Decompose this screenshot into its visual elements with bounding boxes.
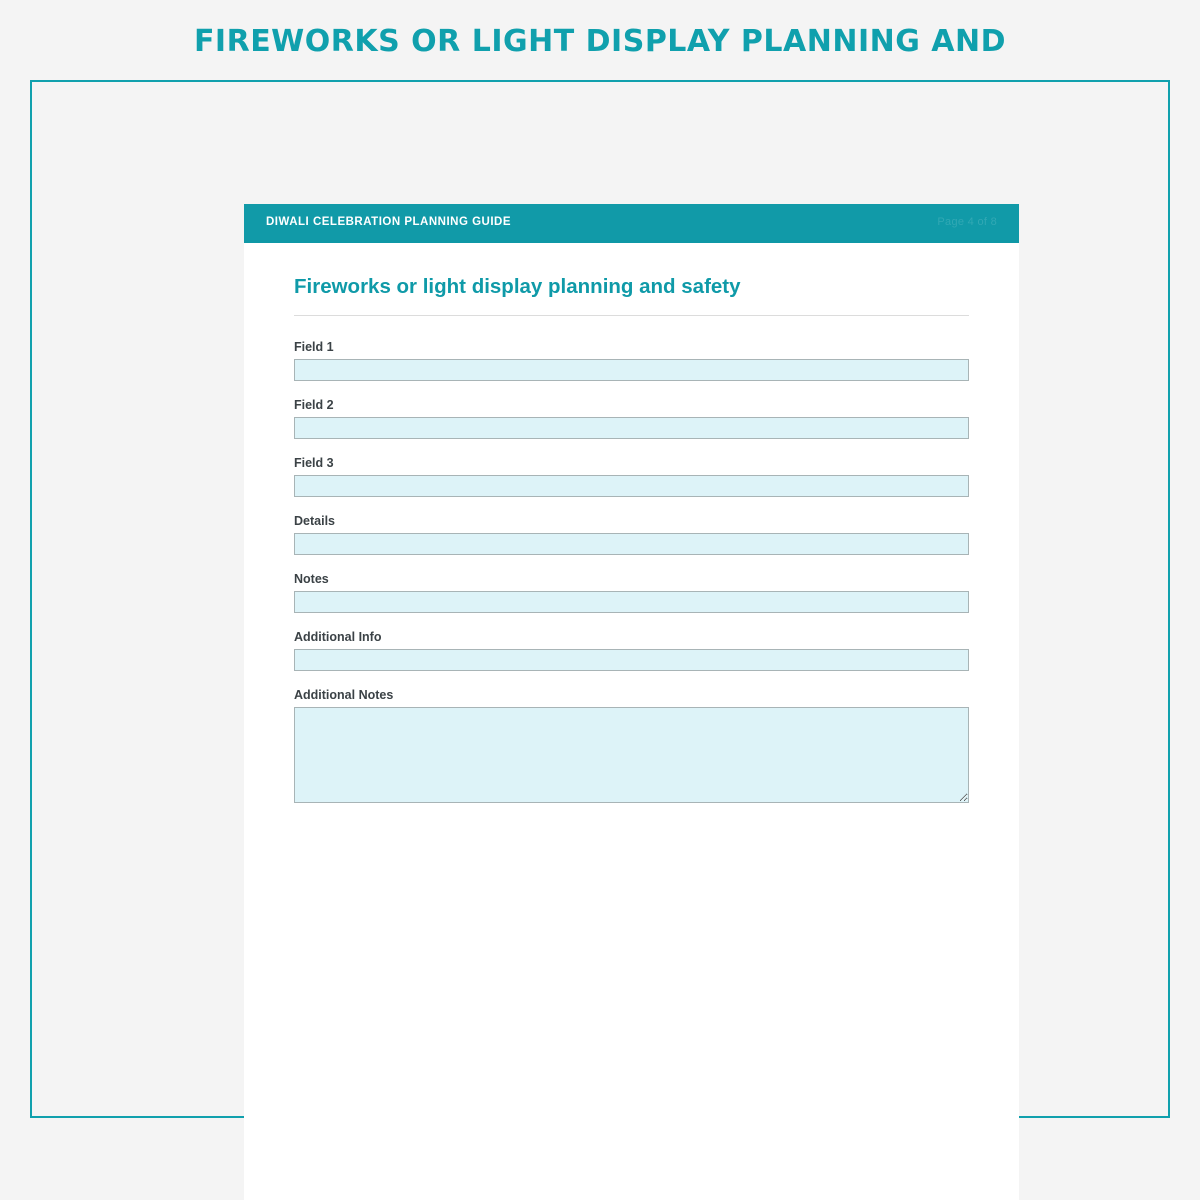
document-frame (30, 80, 1170, 1118)
field-label: Additional Notes (294, 688, 394, 702)
field-3-input[interactable] (294, 475, 969, 497)
form-field-field-3 (294, 456, 969, 497)
field-label: Details (294, 514, 335, 528)
document-body (244, 275, 1019, 808)
form-field-additional-notes (294, 688, 969, 808)
field-label: Field 1 (294, 340, 334, 354)
page-title: FIREWORKS OR LIGHT DISPLAY PLANNING AND (193, 24, 1007, 59)
form-field-notes (294, 572, 969, 613)
section-title: Fireworks or light display planning and safety (294, 275, 741, 298)
field-label: Field 3 (294, 456, 334, 470)
document-header (244, 204, 1019, 240)
document-page-indicator: Page 4 of 8 (937, 216, 997, 228)
form-field-field-2 (294, 398, 969, 439)
field-1-input[interactable] (294, 359, 969, 381)
form-field-additional-info (294, 630, 969, 671)
field-label: Field 2 (294, 398, 334, 412)
document-header-title: DIWALI CELEBRATION PLANNING GUIDE (266, 216, 512, 228)
section-divider (294, 315, 969, 316)
details-input[interactable] (294, 533, 969, 555)
form-field-details (294, 514, 969, 555)
header-rule (244, 240, 1019, 243)
field-label: Notes (294, 572, 329, 586)
field-label: Additional Info (294, 630, 382, 644)
additional-notes-textarea[interactable] (294, 707, 969, 803)
field-2-input[interactable] (294, 417, 969, 439)
document-sheet (244, 204, 1019, 1200)
additional-info-input[interactable] (294, 649, 969, 671)
form-field-field-1 (294, 340, 969, 381)
notes-input[interactable] (294, 591, 969, 613)
